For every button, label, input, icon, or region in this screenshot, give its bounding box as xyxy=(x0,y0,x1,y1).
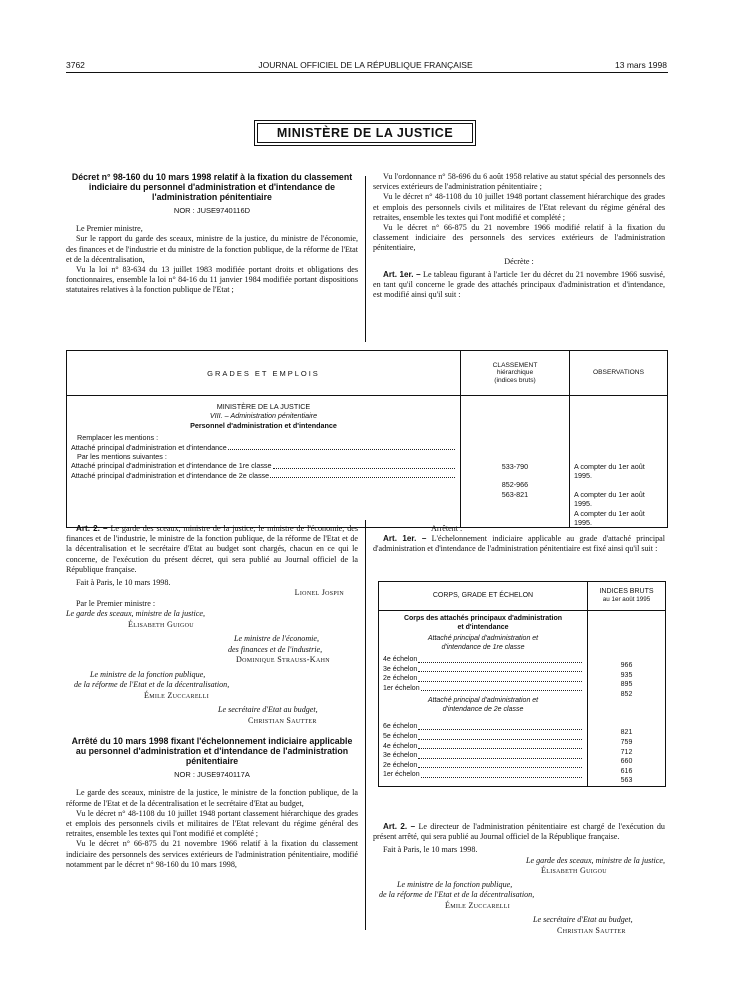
indice-value: 563 xyxy=(620,777,633,785)
page-number: 3762 xyxy=(66,60,85,70)
decret-signatures: Lionel Jospin Par le Premier ministre : Le garde des sceaux, ministre de la justice, Élisabeth Guigou Le ministre de l'économie, des finances et de l'industrie, Dominique Strauss-Kahn Le ministre de la fonction publique, de la réforme de l'Etat et de la décentralisation, Émile Zuccarelli Le secrétaire d'Etat au budget, Christian Sautter xyxy=(66,588,358,726)
echelon-labels xyxy=(379,611,588,787)
decret-art1-text: Le tableau figurant à l'article 1er du décret du 21 novembre 1966 susvisé, en tant qu'il concerne le grade des attachés principaux d'administration et d'intendance, est modifié ainsi qu'il suit : xyxy=(373,269,665,300)
t1-remplacer: Remplacer les mentions : xyxy=(77,433,159,443)
indice-value: 895 xyxy=(620,681,633,689)
ministry-title: MINISTÈRE DE LA JUSTICE xyxy=(257,123,473,143)
classement-cell: 533-790 852-966 563-821 xyxy=(461,396,570,528)
journal-title: JOURNAL OFFICIEL DE LA RÉPUBLIQUE FRANÇAISE xyxy=(258,60,473,70)
decret-p4: Vu l'ordonnance n° 58-696 du 6 août 1958 relative au statut spécial des personnels des services extérieurs de l'administration pénitentiaire ; xyxy=(373,172,665,192)
table-row: Attaché principal d'administration et d'intendance xyxy=(71,443,456,452)
arrete-signatures: Le garde des sceaux, ministre de la justice, Élisabeth Guigou Le ministre de la fonction publique, de la réforme de l'Etat et de la décentralisation, Émile Zuccarelli Le secrétaire d'Etat au budget, Christian Sautter xyxy=(379,855,665,935)
decrete: Décrète : xyxy=(504,256,534,266)
col-observations: OBSERVATIONS xyxy=(570,351,668,396)
col-grades: GRADES ET EMPLOIS xyxy=(67,351,461,396)
echelonnement-table xyxy=(378,581,666,787)
t1-section: VIII. – Administration pénitentiaire xyxy=(209,411,318,421)
indices-values xyxy=(588,611,666,787)
t2-grade1: Attaché principal d'administration et d'intendance de 1re classe xyxy=(427,635,539,651)
indice-value: 660 xyxy=(620,758,633,766)
arrete-art2-text: Le directeur de l'administration pénitentiaire est chargé de l'exécution du présent arrêté, qui sera publié au Journal officiel de la République française. xyxy=(373,822,665,842)
col-corps: CORPS, GRADE ET ÉCHELON xyxy=(379,582,588,611)
arrete-nor: NOR : JUSE9740117A xyxy=(174,770,250,780)
decret-right-column xyxy=(373,172,665,300)
lower-right-column xyxy=(373,524,665,555)
decret-title: Décret n° 98-160 du 10 mars 1998 relatif à la fixation du classement indiciaire du personnel d'administration et d'intendance de l'administration pénitentiaire xyxy=(71,172,353,202)
indice-value: 821 xyxy=(620,729,633,737)
arrete-art2-label: Art. 2. – xyxy=(383,822,416,831)
table-row: 5e échelon xyxy=(383,732,583,742)
table-row: 6e échelon xyxy=(383,722,583,732)
decret-art2-text: Le garde des sceaux, ministre de la justice, le ministre de l'économie, des finances et de l'industrie, le ministre de la fonction publique, de la réforme de l'Etat et de la décentralisation et le secrétaire d'Etat au budget sont chargés, chacun en ce qui le concerne, de l'exécution du présent décret, qui sera publié au Journal officiel de la République française. xyxy=(66,524,358,574)
decret-p6: Vu le décret n° 66-875 du 21 novembre 1966 modifié relatif à la fixation du classement indiciaire des personnels des services extérieurs de l'administration pénitentiaire, xyxy=(373,223,665,253)
table-row: 3e échelon xyxy=(383,751,583,761)
signer-pm: Lionel Jospin xyxy=(294,588,344,598)
table-row: 4e échelon xyxy=(383,655,583,665)
indice-value: 759 xyxy=(620,738,633,746)
decret-art1-label: Art. 1er. – xyxy=(383,269,421,279)
arrete-art1-label: Art. 1er. – xyxy=(383,534,427,544)
table-row: 1er échelon xyxy=(383,684,583,694)
column-divider-top xyxy=(365,176,366,342)
lower-right-end xyxy=(373,822,665,936)
decret-p2: Sur le rapport du garde des sceaux, ministre de la justice, du ministre de l'économie, des finances et de l'industrie et du ministre de la fonction publique, de la réforme de l'Etat et de la décentralisation, xyxy=(66,234,358,264)
decret-p5: Vu le décret n° 48-1108 du 10 juillet 1948 portant classement hiérarchique des grades et emplois des personnels civils et militaires de l'Etat relevant du régime général des retraites, ensemble les textes qui l'ont modifié et complété ; xyxy=(373,192,665,222)
lower-left-column xyxy=(66,524,358,870)
t1-ministry: MINISTÈRE DE LA JUSTICE xyxy=(216,402,311,411)
indice-value: 712 xyxy=(620,748,633,756)
indice-value: 852 xyxy=(620,690,633,698)
t1-subsection: Personnel d'administration et d'intendance xyxy=(190,420,337,430)
table-row: 3e échelon xyxy=(383,665,583,675)
arrete-p2: Vu le décret n° 48-1108 du 10 juillet 1948 portant classement hiérarchique des grades et emplois des personnels civils et militaires de l'Etat relevant du régime général des retraites, ensemble les textes qui l'ont modifié et complété ; xyxy=(66,808,358,839)
indice-value: 966 xyxy=(620,662,633,669)
col-indices: INDICES BRUTS au 1er août 1995 xyxy=(588,582,666,611)
decret-fait: Fait à Paris, le 10 mars 1998. xyxy=(76,578,171,588)
indice-value: 935 xyxy=(620,671,633,679)
t2-corps: Corps des attachés principaux d'administration et d'intendance xyxy=(403,615,563,631)
arrete-p1: Le garde des sceaux, ministre de la justice, le ministre de la fonction publique, de la réforme de l'Etat et de la décentralisation et le secrétaire d'Etat au budget, xyxy=(66,788,358,808)
t1-par: Par les mentions suivantes : xyxy=(77,452,167,462)
col-classement: CLASSEMENT hiérarchique (indices bruts) xyxy=(461,351,570,396)
decret-p3: Vu la loi n° 83-634 du 13 juillet 1983 modifiée portant droits et obligations des fonctionnaires, ensemble la loi n° 84-16 du 11 janvier 1984 modifiée portant dispositions statutaires relatives à la fonction publique de l'Etat ; xyxy=(66,265,358,295)
decret-art2-label: Art. 2. – xyxy=(76,524,108,533)
arrete-p3: Vu le décret n° 66-875 du 21 novembre 1966 relatif à la fixation du classement indiciaire des personnels des services extérieurs de l'administration pénitentiaire, modifié notamment par le décret n° 98-160 du 10 mars 1998, xyxy=(66,839,358,869)
table-row: 1er échelon xyxy=(383,770,583,780)
table-row: Attaché principal d'administration et d'intendance de 2e classe xyxy=(71,471,456,480)
t2-grade2: Attaché principal d'administration et d'intendance de 2e classe xyxy=(427,697,539,713)
decret-nor: NOR : JUSE9740116D xyxy=(173,206,251,215)
observations-cell: A compter du 1er août 1995. A compter du 1er août 1995. A compter du 1er août 1995. xyxy=(570,396,668,528)
table-row: 2e échelon xyxy=(383,761,583,771)
header-rule xyxy=(66,72,668,73)
classement-table xyxy=(66,350,668,528)
arrete-title: Arrêté du 10 mars 1998 fixant l'échelonnement indiciaire applicable au personnel d'administration et d'intendance de l'administration pénitentiaire xyxy=(71,736,353,767)
indice-value: 616 xyxy=(620,767,633,775)
issue-date: 13 mars 1998 xyxy=(615,60,667,70)
decret-p1: Le Premier ministre, xyxy=(76,224,143,234)
ministry-box xyxy=(254,120,476,146)
decret-left-column xyxy=(66,172,358,296)
column-divider-bottom xyxy=(365,520,366,930)
arretent: Arrêtent : xyxy=(431,524,463,533)
grades-cell xyxy=(67,396,461,528)
table-row: 2e échelon xyxy=(383,674,583,684)
arrete-fait: Fait à Paris, le 10 mars 1998. xyxy=(383,845,478,855)
arrete-art1-text: L'échelonnement indiciaire applicable au grade d'attaché principal d'administration et d'intendance de l'administration pénitentiaire est fixé ainsi qu'il suit : xyxy=(373,534,665,554)
table-row: Attaché principal d'administration et d'intendance de 1re classe xyxy=(71,461,456,470)
table-row: 4e échelon xyxy=(383,742,583,752)
